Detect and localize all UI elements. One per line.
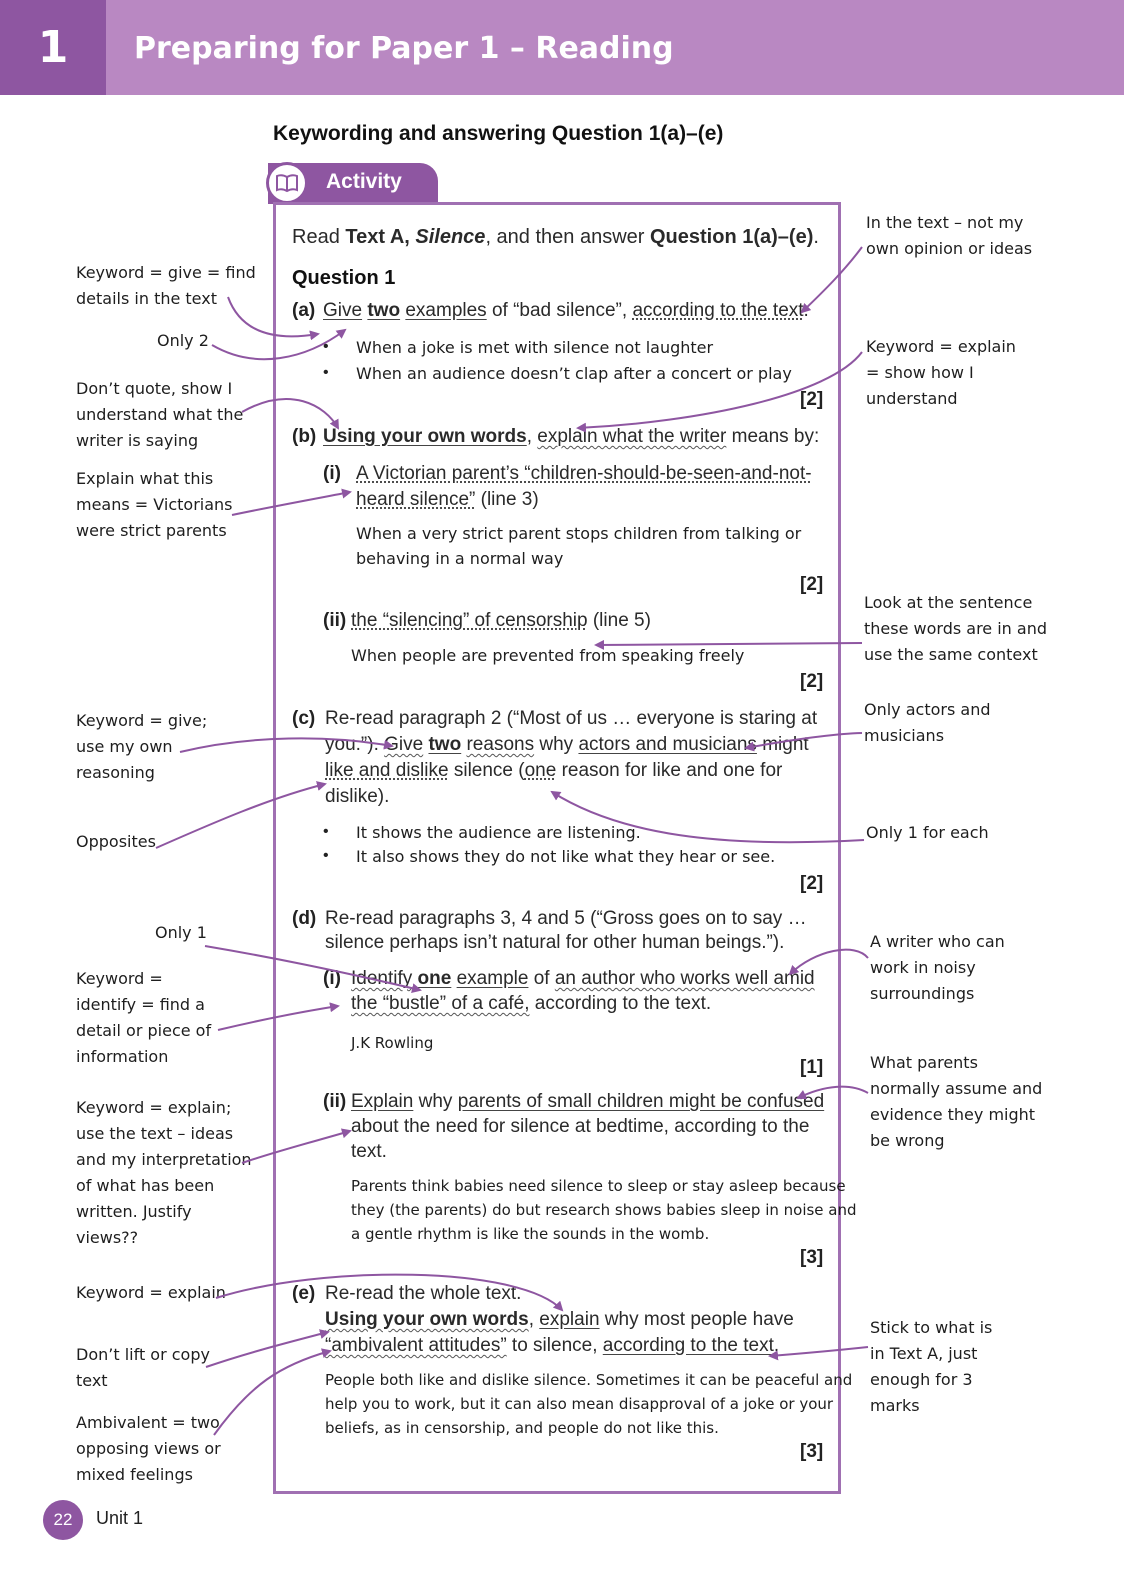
section-title: Keywording and answering Question 1(a)–(e) (273, 122, 724, 145)
qd-ii-answer-3: a gentle rhythm is like the sounds in the womb. (351, 1225, 710, 1243)
qb-label: (b) (292, 426, 317, 447)
qd-i-answer: J.K Rowling (351, 1034, 434, 1052)
qc-mark: [2] (800, 873, 824, 894)
arrow-left-9 (242, 1131, 350, 1163)
note-right-5: Only 1 for each (866, 823, 989, 842)
note-left-3: Don’t quote, show I understand what the writer is saying (76, 379, 244, 450)
activity-label: Activity (326, 170, 402, 193)
qa-answer-1: When a joke is met with silence not laughter (356, 338, 714, 357)
qd-ii-answer-1: Parents think babies need silence to sleep or stay asleep because (351, 1177, 846, 1195)
qa-label: (a) (292, 300, 316, 321)
qb-ii-label: (ii) (323, 610, 347, 631)
note-right-6: A writer who can work in noisy surroundings (870, 932, 1005, 1003)
arrow-left-8 (218, 1006, 338, 1030)
arrow-left-2 (212, 330, 345, 359)
qc-answer-1: It shows the audience are listening. (356, 823, 641, 842)
qb-i-answer-1: When a very strict parent stops children from talking or (356, 524, 802, 543)
note-left-10: Keyword = explain (76, 1283, 226, 1302)
arrow-left-5 (180, 738, 392, 752)
arrow-left-7 (205, 946, 420, 990)
qe-mark: [3] (800, 1441, 824, 1462)
arrow-left-12 (214, 1351, 330, 1435)
note-left-9: Keyword = explain; use the text – ideas and my interpretation of what has been written. Justify views?? (76, 1098, 252, 1247)
qb-ii-text: the “silencing” of censorship (line 5) (351, 610, 651, 631)
unit-number: 1 (0, 0, 106, 95)
note-left-8: Keyword = identify = find a detail or piece of information (76, 969, 212, 1066)
arrow-left-6 (156, 784, 325, 848)
note-left-4: Explain what this means = Victorians were strict parents (76, 469, 233, 540)
arrow-right-5 (552, 792, 864, 842)
qb-i-label: (i) (323, 463, 341, 484)
note-right-2: Keyword = explain = show how I understand (866, 337, 1016, 408)
arrow-left-4 (232, 492, 350, 515)
note-right-8: Stick to what is in Text A, just enough for 3 marks (870, 1318, 993, 1415)
qa-mark: [2] (800, 389, 824, 410)
qd-ii-label: (ii) (323, 1091, 347, 1112)
arrow-right-8 (770, 1347, 868, 1356)
arrow-right-2 (578, 352, 862, 428)
note-left-2: Only 2 (157, 331, 209, 350)
qd-label: (d) (292, 908, 317, 929)
qc-line1: Re-read paragraph 2 (“Most of us … everyone is staring at (325, 708, 818, 729)
arrow-left-11 (206, 1332, 328, 1367)
page-number: 22 (43, 1500, 83, 1540)
qe-line3: “ambivalent attitudes” to silence, according to the text. (325, 1335, 780, 1356)
qc-answer-2: It also shows they do not like what they hear or see. (356, 847, 776, 866)
qb-i-line2: heard silence” (line 3) (356, 489, 539, 510)
qd-ii-line2: about the need for silence at bedtime, according to the (351, 1116, 810, 1137)
arrow-left-3 (242, 399, 338, 428)
arrow-right-4 (746, 733, 862, 748)
qe-answer-3: beliefs, as in censorship, and people do not like this. (325, 1419, 719, 1437)
qa-text: Give two examples of “bad silence”, according to the text. (323, 300, 809, 321)
note-left-5: Keyword = give; use my own reasoning (76, 711, 208, 782)
note-left-7: Only 1 (155, 923, 207, 942)
arrow-right-6 (790, 950, 868, 974)
qd-line2: silence perhaps isn’t natural for other human beings.”). (325, 932, 785, 953)
qe-answer-1: People both like and dislike silence. Sometimes it can be peaceful and (325, 1371, 853, 1389)
qa-answer-2: When an audience doesn’t clap after a concert or play (356, 364, 792, 383)
intro-text: Read Text A, Silence, and then answer Question 1(a)–(e). (292, 226, 819, 248)
qb-i-mark: [2] (800, 574, 824, 595)
qe-label: (e) (292, 1283, 316, 1304)
qb-i-line1: A Victorian parent’s “children-should-be-seen-and-not- (356, 463, 812, 484)
qd-i-line2: the “bustle” of a café, according to the text. (351, 993, 712, 1014)
qb-i-answer-2: behaving in a normal way (356, 549, 564, 568)
arrow-right-1 (802, 247, 862, 312)
note-left-11: Don’t lift or copy text (76, 1345, 210, 1390)
note-right-7: What parents normally assume and evidence they might be wrong (870, 1053, 1043, 1150)
arrow-right-7 (798, 1087, 868, 1098)
note-right-1: In the text – not my own opinion or ideas (866, 213, 1033, 258)
qd-ii-mark: [3] (800, 1247, 824, 1268)
qe-line1: Re-read the whole text. (325, 1283, 522, 1304)
arrow-left-1 (228, 297, 318, 336)
note-right-3: Look at the sentence these words are in and use the same context (864, 593, 1048, 664)
qc-line4: dislike). (325, 786, 390, 807)
note-left-12: Ambivalent = two opposing views or mixed feelings (76, 1413, 221, 1484)
note-right-4: Only actors and musicians (864, 700, 991, 745)
qd-ii-line3: text. (351, 1141, 387, 1162)
qe-answer-2: help you to work, but it can also mean disapproval of a joke or your (325, 1395, 834, 1413)
qc-line2: you.”). Give two reasons why actors and musicians might (325, 734, 809, 755)
footer-unit: Unit 1 (96, 1508, 144, 1528)
qd-ii-line1: Explain why parents of small children might be confused (351, 1091, 825, 1112)
question-heading: Question 1 (292, 267, 396, 289)
qd-i-label: (i) (323, 968, 341, 989)
qb-ii-answer: When people are prevented from speaking freely (351, 646, 745, 665)
note-left-6: Opposites (76, 832, 156, 851)
arrow-left-10 (216, 1275, 562, 1310)
qb-ii-mark: [2] (800, 671, 824, 692)
qd-i-mark: [1] (800, 1057, 824, 1078)
qb-text: Using your own words, explain what the writer means by: (323, 426, 820, 447)
qc-line3: like and dislike silence (one reason for like and one for (325, 760, 783, 781)
qe-line2: Using your own words, explain why most people have (325, 1309, 794, 1330)
note-left-1: Keyword = give = find details in the text (76, 263, 256, 308)
arrow-right-3 (596, 643, 862, 645)
page-title: Preparing for Paper 1 – Reading (134, 31, 674, 66)
qd-i-line1: Identify one example of an author who works well amid (351, 968, 815, 989)
qd-ii-answer-2: they (the parents) do but research shows babies sleep in noise and (351, 1201, 857, 1219)
qd-line1: Re-read paragraphs 3, 4 and 5 (“Gross goes on to say … (325, 908, 807, 929)
qc-label: (c) (292, 708, 316, 729)
